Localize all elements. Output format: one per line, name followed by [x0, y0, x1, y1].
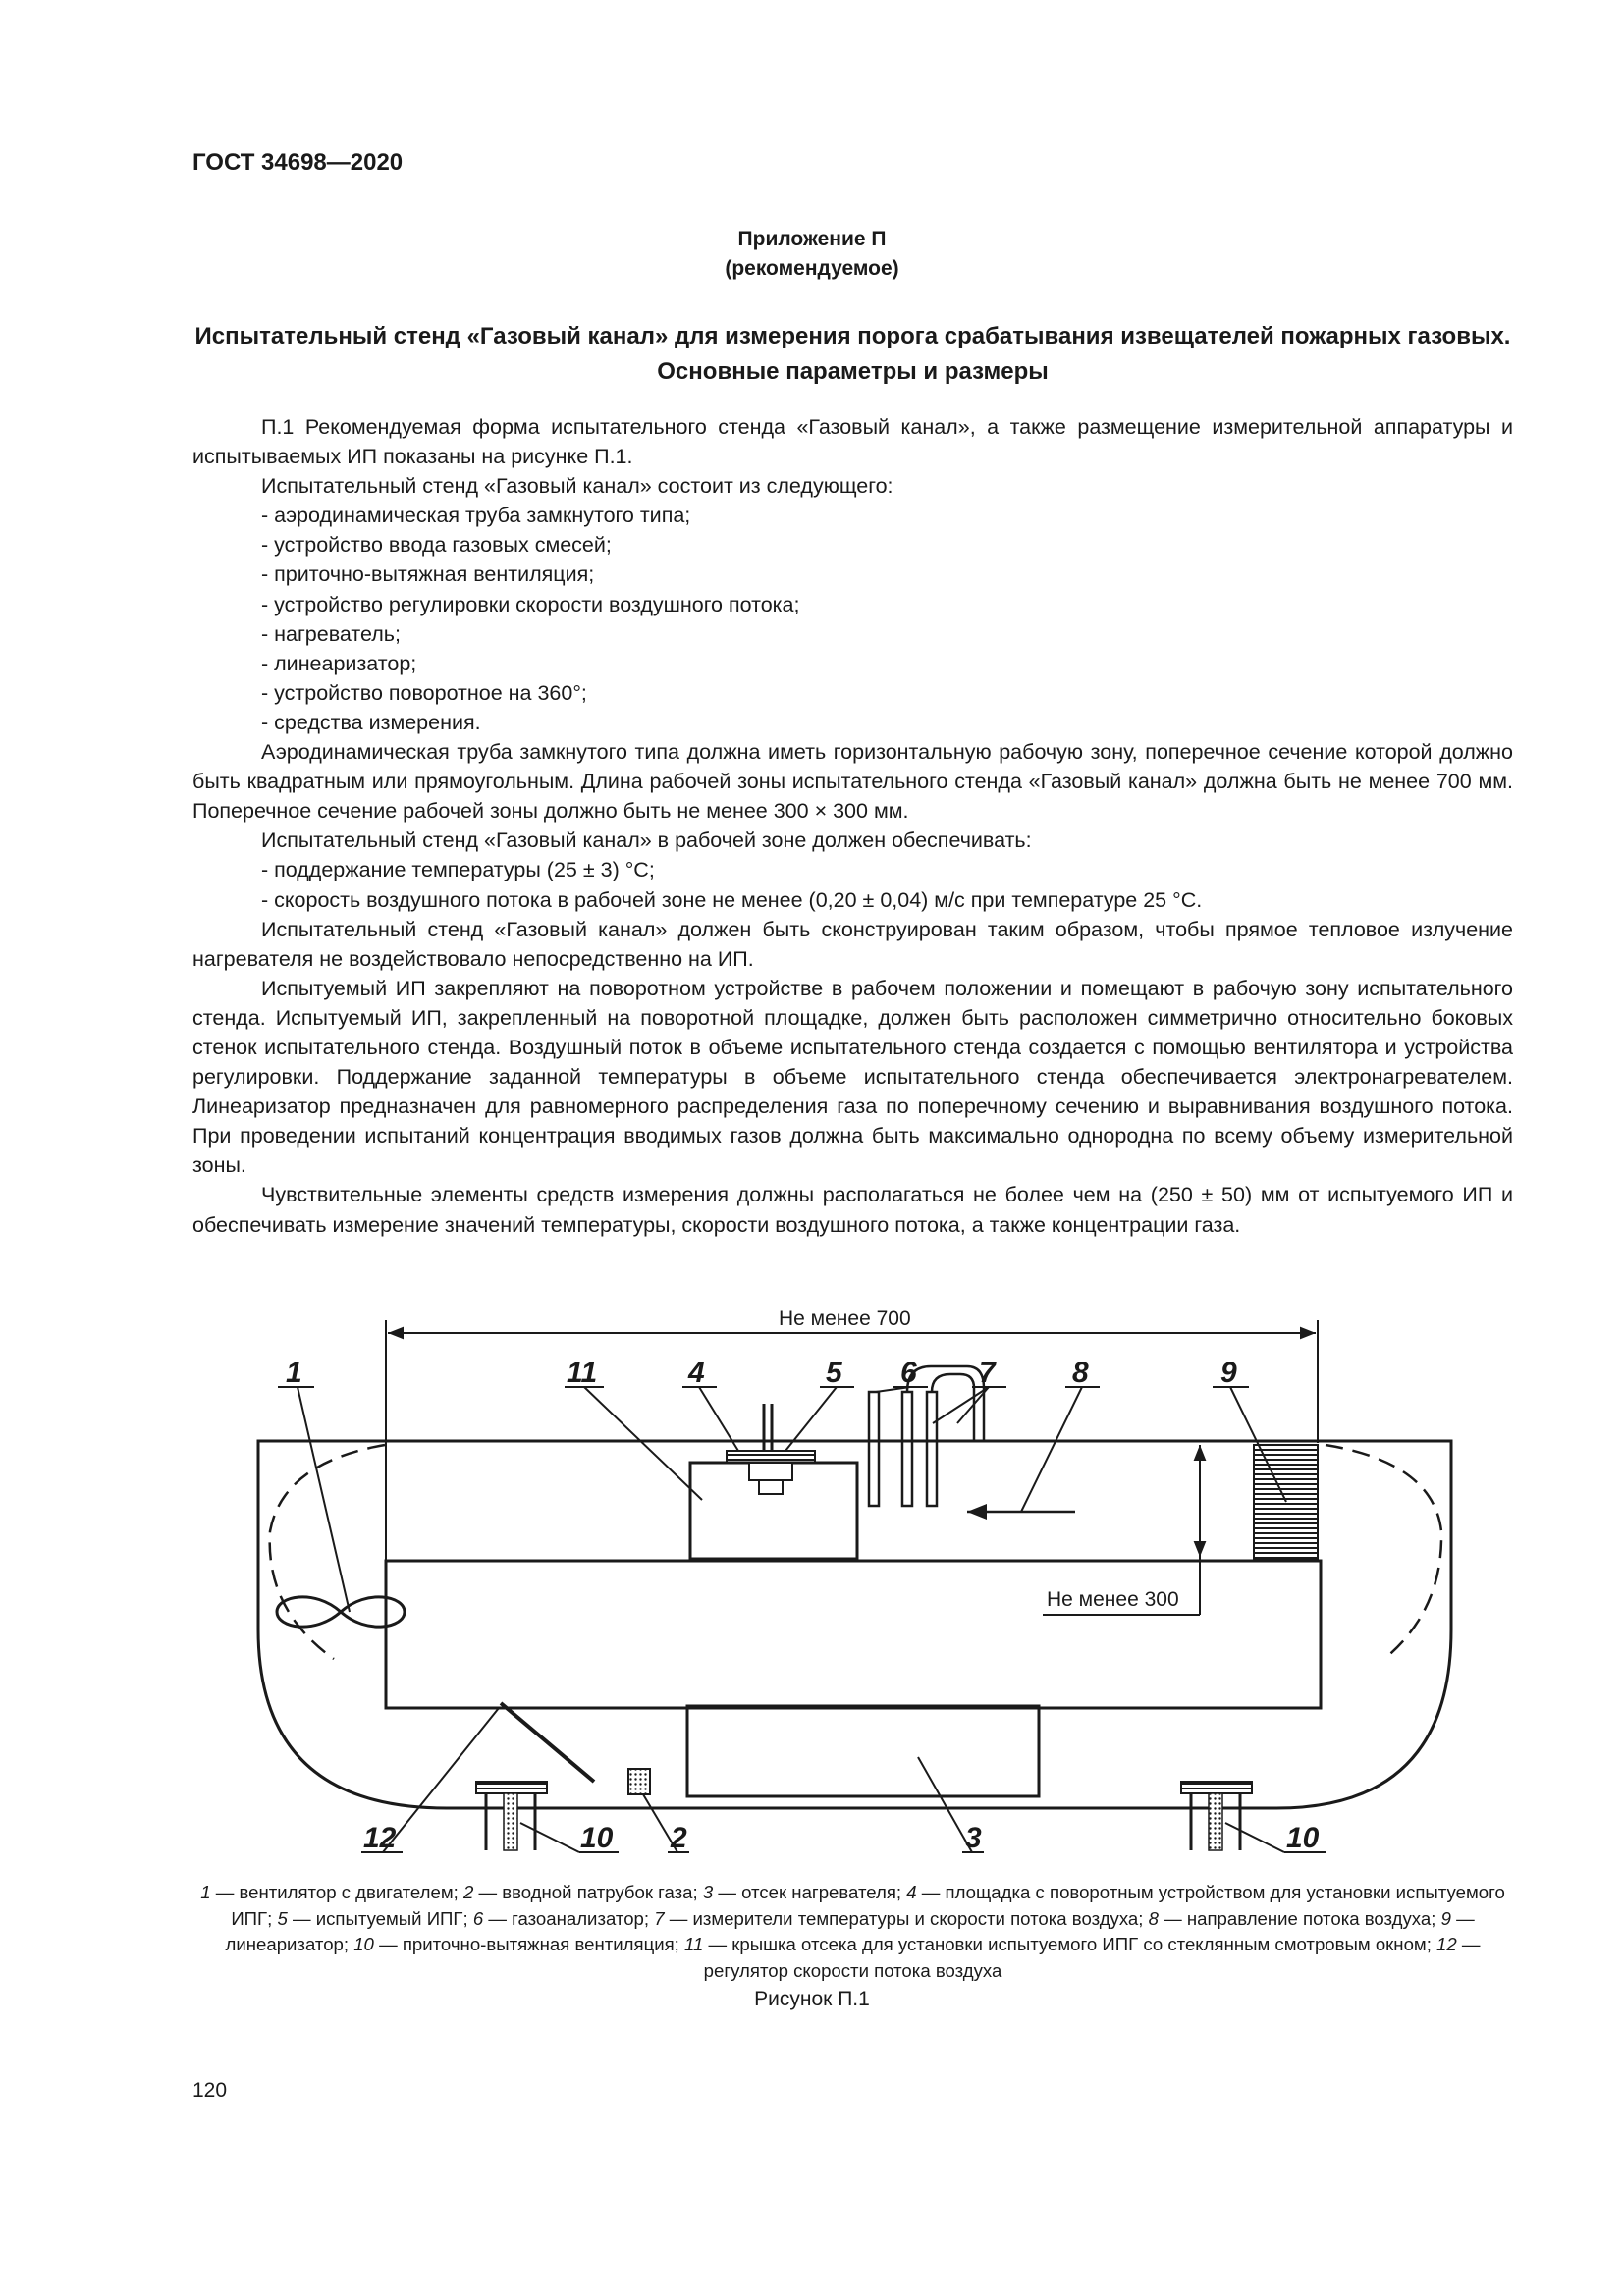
label-5: 5	[826, 1357, 842, 1389]
list-item: - устройство регулировки скорости воздушного потока;	[261, 592, 800, 616]
list-item: - линеаризатор;	[261, 651, 417, 675]
page-number: 120	[192, 2079, 228, 2102]
list-item: - устройство ввода газовых смесей;	[261, 533, 612, 558]
document-header: ГОСТ 34698—2020	[192, 149, 404, 176]
caption-item: 4 — площадка с поворотным устройством для установки испытуемого ИПГ;	[231, 1882, 1505, 1929]
paragraph: Чувствительные элементы средств измерения должны располагаться не более чем на (250 ± 50) мм от испытуемого ИП и обеспечивать измерение значений температуры, скорости воздушного потока, а также концентрации газа.	[192, 1183, 1513, 1237]
dim-length-label: Не менее 700	[779, 1308, 911, 1330]
label-4: 4	[688, 1357, 705, 1389]
label-6: 6	[900, 1357, 917, 1389]
list-item: - устройство поворотное на 360°;	[261, 680, 587, 705]
appendix-label: Приложение П	[737, 228, 887, 250]
speed-regulator	[501, 1703, 594, 1782]
paragraph: П.1 Рекомендуемая форма испытательного стенда «Газовый канал», а также размещение измерительной аппаратуры и испытываемых ИП показаны на рисунке П.1.	[192, 415, 1513, 469]
detector-body	[749, 1463, 792, 1480]
ventilation-left	[476, 1782, 547, 1850]
label-10-right: 10	[1286, 1822, 1320, 1854]
label-1: 1	[286, 1357, 302, 1389]
list-item: - приточно-вытяжная вентиляция;	[261, 562, 595, 587]
detector-base	[759, 1480, 783, 1494]
caption-item: 9 — линеаризатор;	[225, 1907, 1475, 1955]
paragraph: Аэродинамическая труба замкнутого типа должна иметь горизонтальную рабочую зону, поперечное сечение которой должно быть квадратным или прямоугольным. Длина рабочей зоны испытательного стенда «Газовый канал» должна быть не менее 700 мм. Поперечное сечение рабочей зоны должно быть не менее 300 × 300 мм.	[192, 740, 1513, 824]
ventilation-right	[1181, 1782, 1252, 1850]
dim-height-label: Не менее 300	[1047, 1588, 1179, 1611]
paragraph: Испытуемый ИП закрепляют на поворотном устройстве в рабочем положении и помещают в рабочую зону испытательного стенда. Испытуемый ИП, закрепленный на поворотной площадке, должен быть расположен симметрично относительно боковых стенок испытательного стенда. Воздушный поток в объеме испытательного стенда создается с помощью вентилятора и устройства регулировки. Поддержание заданной температуры в объеме испытательного стенда обеспечивается электронагревателем. Линеаризатор предназначен для равномерного распределения газа по поперечному сечению и выравнивания воздушного потока. При проведении испытаний концентрация вводимых газов должна быть максимально однородна по всему объему измерительной зоны.	[192, 976, 1513, 1178]
caption-item: 5 — испытуемый ИПГ;	[277, 1907, 473, 1929]
list-item: - аэродинамическая труба замкнутого типа;	[261, 504, 691, 528]
list-item: - средства измерения.	[261, 710, 481, 734]
list-item: - поддержание температуры (25 ± 3) °С;	[261, 858, 655, 882]
temperature-meter	[902, 1392, 912, 1506]
caption-item: 3 — отсек нагревателя;	[702, 1882, 907, 1902]
label-2: 2	[671, 1822, 687, 1854]
label-10-left: 10	[580, 1822, 614, 1854]
caption-item: 10 — приточно-вытяжная вентиляция;	[353, 1934, 684, 1955]
paragraph: Испытательный стенд «Газовый канал» в рабочей зоне должен обеспечивать:	[261, 828, 1032, 853]
figure-name: Рисунок П.1	[754, 1988, 870, 2010]
paragraph: Испытательный стенд «Газовый канал» состоит из следующего:	[261, 474, 893, 499]
flow-meter	[927, 1392, 937, 1506]
caption-item: 12 — регулятор скорости потока воздуха	[703, 1934, 1481, 1981]
list-item: - скорость воздушного потока в рабочей зоне не менее (0,20 ± 0,04) м/с при температуре 25 °С.	[261, 887, 1203, 912]
caption-item: 7 — измерители температуры и скорости потока воздуха;	[654, 1907, 1149, 1929]
caption-item: 1 — вентилятор с двигателем;	[200, 1882, 463, 1902]
list-item: - нагреватель;	[261, 621, 401, 646]
caption-item: 11 — крышка отсека для установки испытуемого ИПГ со стеклянным смотровым окном;	[684, 1934, 1437, 1955]
label-3: 3	[965, 1822, 982, 1854]
label-11: 11	[567, 1357, 598, 1389]
label-12: 12	[363, 1822, 397, 1854]
heater-compartment	[687, 1706, 1039, 1796]
caption-item: 6 — газоанализатор;	[472, 1907, 655, 1929]
label-7: 7	[979, 1357, 996, 1389]
label-9: 9	[1220, 1357, 1237, 1389]
appendix-status: (рекомендуемое)	[725, 257, 899, 280]
body-text	[192, 412, 1513, 1240]
rotating-platform	[727, 1451, 815, 1463]
figure-caption	[192, 1880, 1513, 1984]
label-8: 8	[1072, 1357, 1089, 1389]
page-title: Испытательный стенд «Газовый канал» для измерения порога срабатывания извещателей пожарных газовых. Основные параметры и размеры	[194, 323, 1511, 385]
gas-inlet	[628, 1769, 650, 1794]
caption-item: 2 — вводной патрубок газа;	[462, 1882, 703, 1902]
test-stand-diagram	[0, 1276, 1624, 1865]
inner-partition	[386, 1561, 1321, 1708]
caption-item: 8 — направление потока воздуха;	[1148, 1907, 1441, 1929]
flow-curve-right	[1326, 1445, 1441, 1659]
paragraph: Испытательный стенд «Газовый канал» должен быть сконструирован таким образом, чтобы прямое тепловое излучение нагревателя не воздействовало непосредственно на ИП.	[192, 917, 1513, 971]
gas-analyzer	[869, 1392, 879, 1506]
